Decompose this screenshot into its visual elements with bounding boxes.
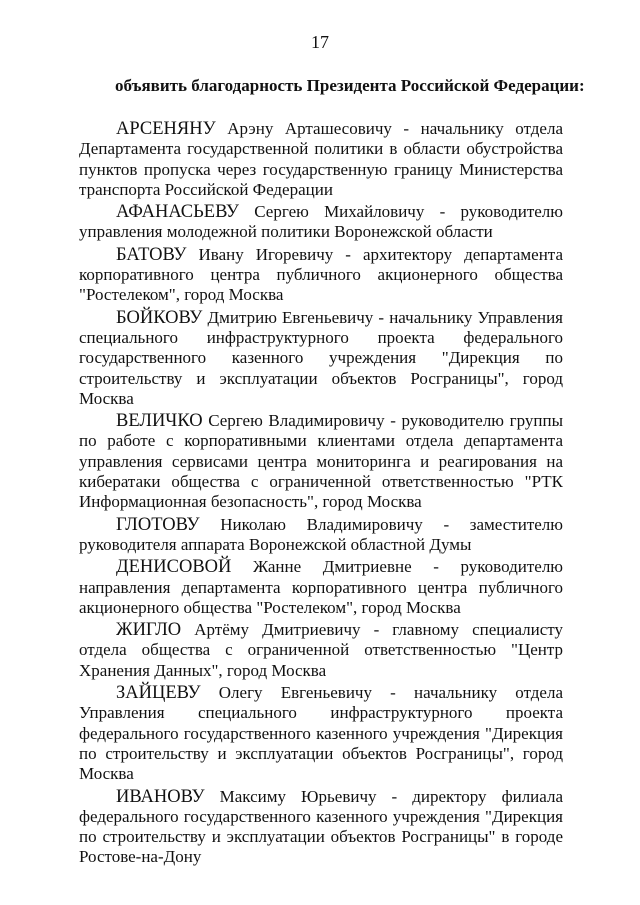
award-entry — [79, 411, 563, 512]
award-entry — [79, 245, 563, 306]
award-entry — [79, 202, 563, 243]
page-heading: объявить благодарность Президента Российской Федерации: — [115, 76, 585, 95]
award-entry — [79, 308, 563, 409]
entry-text: Арэну Арташесовичу - начальнику отдела Департамента государственной политики в области обустройства пунктов пропуска через государственную границу Министерства транспорта Российской Федерации — [79, 119, 564, 199]
entry-text: Ивану Игоревичу - архитектору департамента корпоративного центра публичного акционерного общества "Ростелеком", город Москва — [79, 244, 563, 305]
entry-surname: АРСЕНЯНУ — [116, 119, 216, 139]
entry-surname: ЖИГЛО — [116, 620, 182, 641]
award-entry — [79, 515, 563, 556]
entry-surname: АФАНАСЬЕВУ — [116, 202, 240, 223]
entry-surname: ДЕНИСОВОЙ — [116, 557, 232, 578]
award-entry — [79, 557, 563, 618]
entry-surname: ВЕЛИЧКО — [116, 411, 203, 432]
award-entry — [79, 787, 563, 868]
entry-text: Артёму Дмитриевичу - главному специалисту отдела общества с ограниченной ответственностью "Центр Хранения Данных", город Москва — [79, 620, 563, 680]
entry-surname: БАТОВУ — [116, 244, 187, 265]
entry-text: Жанне Дмитриевне - руководителю направления департамента корпоративного центра публичного акционерного общества "Ростелеком", город Москва — [79, 557, 563, 617]
entry-text: Сергею Владимировичу - руководителю группы по работе с корпоративными клиентами отдела департамента управления сервисами центра мониторинга и реагирования на кибератаки общества с ограниченной ответственностью "РТК Информационная безопасность", город Москва — [79, 411, 563, 512]
award-list — [79, 119, 563, 868]
entry-surname: ЗАЙЦЕВУ — [116, 683, 201, 704]
page-number: 17 — [311, 32, 329, 52]
award-entry — [79, 683, 563, 784]
entry-text: Дмитрию Евгеньевичу - начальнику Управления специального инфраструктурного проекта федерального государственного казенного учреждения "Дирекция по строительству и эксплуатации объектов Росграницы", город Москва — [79, 307, 564, 408]
award-entry — [79, 620, 563, 681]
entry-surname: БОЙКОВУ — [116, 307, 203, 328]
entry-surname: ГЛОТОВУ — [116, 514, 200, 535]
entry-text: Николаю Владимировичу - заместителю руководителя аппарата Воронежской областной Думы — [79, 514, 563, 554]
entry-text: Максиму Юрьевичу - директору филиала федерального государственного казенного учреждения "Дирекция по строительству и эксплуатации объектов Росграницы" в городе Ростове-на-Дону — [79, 786, 564, 867]
entry-surname: ИВАНОВУ — [116, 786, 205, 807]
award-entry — [79, 119, 563, 200]
entry-text: Сергею Михайловичу - руководителю управления молодежной политики Воронежской области — [79, 202, 563, 242]
entry-text: Олегу Евгеньевичу - начальнику отдела Управления специального инфраструктурного проекта федерального государственного казенного учреждения "Дирекция по строительству и эксплуатации объектов Росграницы", город Москва — [79, 683, 564, 784]
